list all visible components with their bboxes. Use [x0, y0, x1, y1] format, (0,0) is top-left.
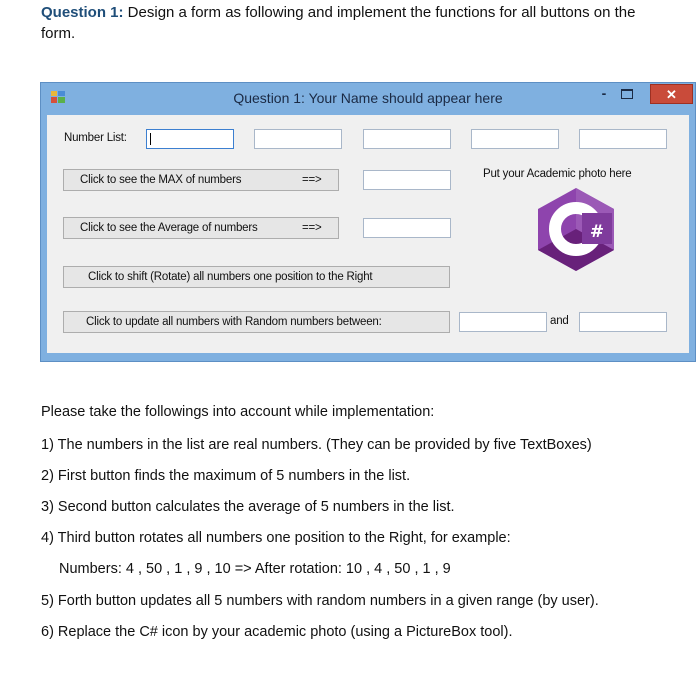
number-input-5[interactable]: [579, 129, 667, 149]
max-button-label: Click to see the MAX of numbers: [80, 174, 242, 186]
instruction-item: 5) Forth button updates all 5 numbers with random numbers in a given range (by user).: [41, 593, 599, 609]
random-button[interactable]: [63, 311, 450, 333]
number-input-2[interactable]: [254, 129, 342, 149]
and-label: and: [550, 315, 569, 327]
shift-button-label: Click to shift (Rotate) all numbers one position to the Right: [88, 271, 373, 283]
average-result-box[interactable]: [363, 218, 451, 238]
close-button[interactable]: ✕: [650, 84, 693, 104]
instruction-item: 3) Second button calculates the average of 5 numbers in the list.: [41, 499, 455, 515]
window-title: Question 1: Your Name should appear here: [233, 90, 503, 106]
number-input-1[interactable]: [146, 129, 234, 149]
text-caret: [150, 133, 151, 145]
number-input-3[interactable]: [363, 129, 451, 149]
average-button-label: Click to see the Average of numbers: [80, 222, 258, 234]
number-input-4[interactable]: [471, 129, 559, 149]
maximize-button[interactable]: [621, 89, 633, 99]
shift-button[interactable]: [63, 266, 450, 288]
question-text: Design a form as following and implement the functions for all buttons on the form.: [41, 4, 636, 42]
random-from-box[interactable]: [459, 312, 547, 332]
csharp-logo-picturebox: [532, 186, 620, 272]
csharp-symbol: #: [589, 222, 605, 242]
max-button[interactable]: [63, 169, 339, 191]
form-window: [40, 82, 696, 362]
instruction-example: Numbers: 4 , 50 , 1 , 9 , 10 => After rotation: 10 , 4 , 50 , 1 , 9: [59, 561, 451, 577]
form-client-area: [47, 115, 689, 353]
average-button-arrow: ==>: [302, 222, 322, 234]
max-result-box[interactable]: [363, 170, 451, 190]
instruction-item: 1) The numbers in the list are real numbers. (They can be provided by five TextBoxes): [41, 437, 592, 453]
photo-label: Put your Academic photo here: [483, 168, 632, 180]
question-label: Question 1:: [41, 4, 124, 21]
random-button-label: Click to update all numbers with Random numbers between:: [86, 316, 382, 328]
window-titlebar[interactable]: [41, 83, 695, 113]
max-button-arrow: ==>: [302, 174, 322, 186]
instruction-item: 6) Replace the C# icon by your academic photo (using a PictureBox tool).: [41, 624, 513, 640]
instruction-item: 4) Third button rotates all numbers one position to the Right, for example:: [41, 530, 511, 546]
instructions-intro: Please take the followings into account while implementation:: [41, 404, 435, 420]
random-to-box[interactable]: [579, 312, 667, 332]
average-button[interactable]: [63, 217, 339, 239]
minimize-button[interactable]: -: [601, 85, 607, 101]
instruction-item: 2) First button finds the maximum of 5 numbers in the list.: [41, 468, 411, 484]
number-list-label: Number List:: [64, 132, 127, 144]
question-heading: [41, 2, 671, 44]
